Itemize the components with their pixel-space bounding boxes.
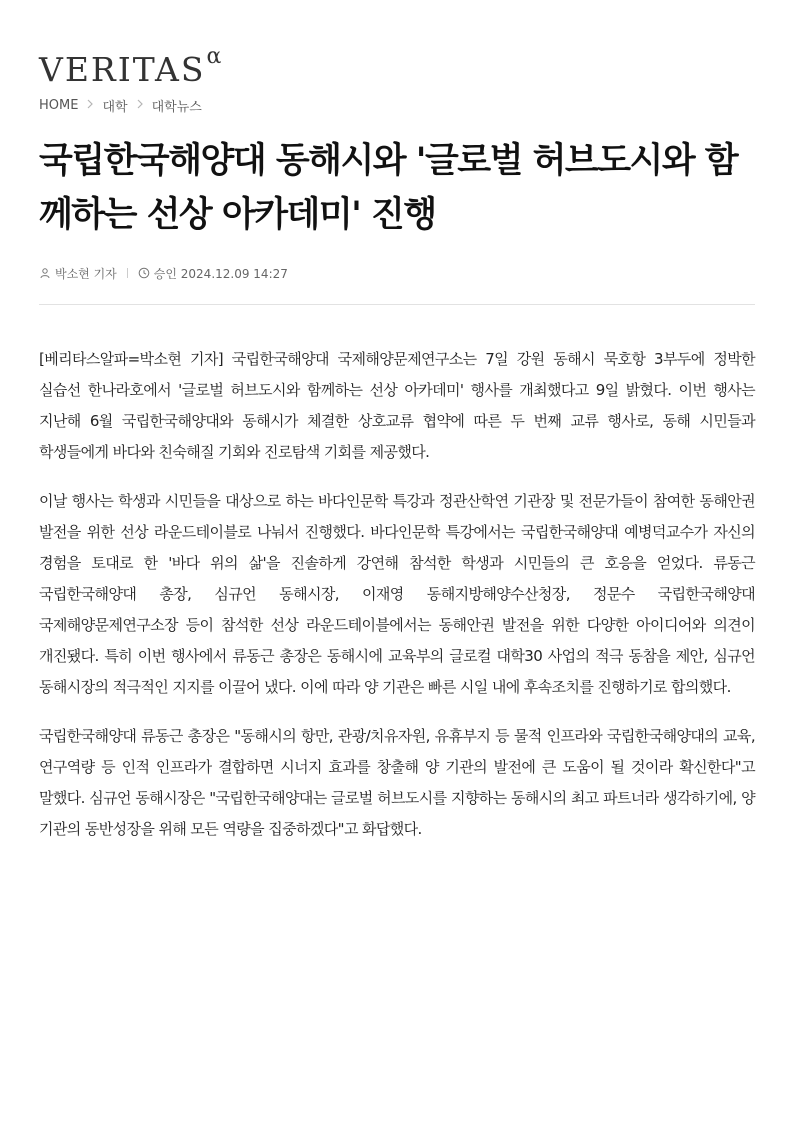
article-byline	[39, 264, 288, 282]
article-body	[39, 344, 755, 863]
logo-text: VERITAS	[39, 50, 206, 89]
breadcrumb-university-news[interactable]: 대학뉴스	[151, 99, 202, 115]
chevron-right-icon	[78, 97, 102, 113]
approved-datetime: 승인 2024.12.09 14:27	[153, 266, 288, 281]
breadcrumb-university[interactable]: 대학	[102, 99, 128, 115]
article-title: 국립한국해양대 동해시와 '글로벌 허브도시와 함께하는 선상 아카데미' 진행	[39, 141, 738, 235]
article-paragraph: 이날 행사는 학생과 시민들을 대상으로 하는 바다인문학 특강과 정관산학연 기관장 및 전문가들이 참여한 동해안권 발전을 위한 선상 라운드테이블로 나눠서 진행했다. 바다인문학 특강에서는 국립한국해양대 예병덕교수가 자신의 경험을 토대로 한 '바다 위의 삶'을 진솔하게 강연해 참석한 학생과 시민들의 큰 호응을 얻었다. 류동근 국립한국해양대 총장, 심규언 동해시장, 이재영 동해지방해양수산청장, 정문수 국립한국해양대 국제해양문제연구소장 등이 참석한 선상 라운드테이블에서는 동해안권 발전을 위한 다양한 아이디어와 의견이 개진됐다. 특히 이번 행사에서 류동근 총장은 동해시에 교육부의 글로컬 대학30 사업의 적극 동참을 제안, 심규언 동해시장의 적극적인 지지를 이끌어 냈다. 이에 따라 양 기관은 빠른 시일 내에 후속조치를 진행하기로 합의했다.	[39, 492, 755, 696]
header-divider	[39, 304, 755, 305]
breadcrumb	[39, 95, 202, 115]
author-name[interactable]: 박소현 기자	[55, 266, 117, 281]
chevron-right-icon	[128, 97, 152, 113]
article-paragraph: 국립한국해양대 류동근 총장은 "동해시의 항만, 관광/치유자원, 유휴부지 등 물적 인프라와 국립한국해양대의 교육, 연구역량 등 인적 인프라가 결합하면 시너지 효과를 창출해 양 기관의 발전에 큰 도움이 될 것이라 확신한다"고 말했다. 심규언 동해시장은 "국립한국해양대는 글로벌 허브도시를 지향하는 동해시의 최고 파트너라 생각하기에, 양 기관의 동반성장을 위해 모든 역량을 집중하겠다"고 화답했다.	[39, 727, 755, 838]
logo-superscript: α	[206, 44, 222, 69]
article-paragraph: [베리타스알파=박소현 기자] 국립한국해양대 국제해양문제연구소는 7일 강원 동해시 묵호항 3부두에 정박한 실습선 한나라호에서 '글로벌 허브도시와 함께하는 선상 아카데미' 행사를 개최했다고 9일 밝혔다. 이번 행사는 지난해 6월 국립한국해양대와 동해시가 체결한 상호교류 협약에 따른 두 번째 교류 행사로, 동해 시민들과 학생들에게 바다와 친숙해질 기회와 진로탐색 기회를 제공했다.	[39, 350, 755, 461]
site-logo[interactable]	[39, 46, 221, 90]
byline-divider	[127, 268, 128, 278]
breadcrumb-home[interactable]: HOME	[39, 97, 79, 113]
person-icon	[39, 267, 51, 279]
clock-icon	[138, 267, 150, 279]
